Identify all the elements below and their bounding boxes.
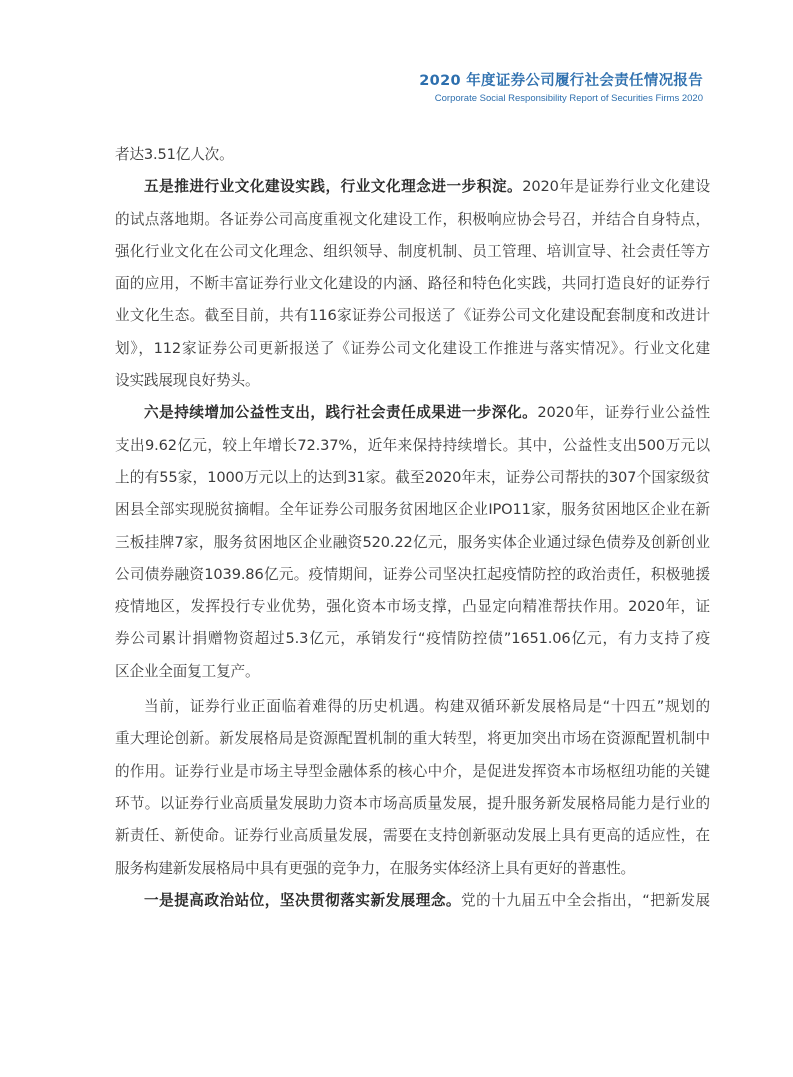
text-line: 当前，证券行业正面临着难得的历史机遇。构建双循环新发展格局是“十四五”规划的 — [144, 698, 710, 716]
paragraph — [115, 691, 710, 885]
text-line: 困县全部实现脱贫摘帽。全年证券公司服务贫困地区企业IPO11家，服务贫困地区企业在新 — [115, 501, 710, 519]
text-line: 上的有55家，1000万元以上的达到31家。截至2020年末，证券公司帮扶的307个国家级贫 — [115, 468, 710, 486]
paragraph — [115, 171, 710, 397]
paragraph — [115, 139, 710, 171]
text-line: 五是推进行业文化建设实践，行业文化理念进一步积淀。2020年是证券行业文化建设 — [144, 178, 710, 196]
text-line: 强化行业文化在公司文化理念、组织领导、制度机制、员工管理、培训宣导、社会责任等方 — [115, 242, 710, 260]
paragraph-lead: 一是提高政治站位，坚决贯彻落实新发展理念。 — [144, 891, 462, 909]
text-line: 的作用。证券行业是市场主导型金融体系的核心中介，是促进发挥资本市场枢纽功能的关键 — [115, 762, 710, 780]
text-line: 六是持续增加公益性支出，践行社会责任成果进一步深化。2020年，证券行业公益性 — [144, 404, 710, 422]
text-line: 支出9.62亿元，较上年增长72.37%，近年来保持持续增长。其中，公益性支出500万元以 — [115, 436, 710, 454]
report-subtitle: Corporate Social Responsibility Report of Securities Firms 2020 — [434, 93, 703, 104]
paragraph — [115, 885, 710, 917]
text-line: 的试点落地期。各证券公司高度重视文化建设工作，积极响应协会号召，并结合自身特点， — [115, 210, 710, 228]
text-line: 疫情地区，发挥投行专业优势，强化资本市场支撑，凸显定向精准帮扶作用。2020年，证 — [115, 598, 710, 616]
text-line: 划》，112家证券公司更新报送了《证券公司文化建设工作推进与落实情况》。行业文化建 — [115, 339, 710, 357]
text-line: 设实践展现良好势头。 — [115, 372, 260, 390]
text-line: 新责任、新使命。证券行业高质量发展，需要在支持创新驱动发展上具有更高的适应性，在 — [115, 827, 710, 845]
text-line: 三板挂牌7家，服务贫困地区企业融资520.22亿元，服务实体企业通过绿色债券及创新创业 — [115, 533, 710, 551]
text-line: 公司债券融资1039.86亿元。疫情期间，证券公司坚决扛起疫情防控的政治责任，积极驰援 — [115, 565, 710, 583]
paragraph-lead: 五是推进行业文化建设实践，行业文化理念进一步积淀。 — [144, 178, 523, 196]
paragraph — [115, 397, 710, 688]
text-line: 业文化生态。截至目前，共有116家证券公司报送了《证券公司文化建设配套制度和改进计 — [115, 307, 710, 325]
text-line: 区企业全面复工复产。 — [115, 662, 260, 680]
report-header — [419, 72, 703, 105]
text-line: 环节。以证券行业高质量发展助力资本市场高质量发展，提升服务新发展格局能力是行业的 — [115, 794, 710, 812]
text-line: 一是提高政治站位，坚决贯彻落实新发展理念。党的十九届五中全会指出，“把新发展 — [144, 891, 710, 909]
text-line: 面的应用，不断丰富证券行业文化建设的内涵、路径和特色化实践，共同打造良好的证券行 — [115, 275, 710, 293]
text-line: 者达3.51亿人次。 — [115, 146, 234, 163]
paragraph-lead: 六是持续增加公益性支出，践行社会责任成果进一步深化。 — [144, 404, 538, 422]
text-line: 重大理论创新。新发展格局是资源配置机制的重大转型，将更加突出市场在资源配置机制中 — [115, 730, 710, 748]
text-line: 服务构建新发展格局中具有更强的竞争力，在服务实体经济上具有更好的普惠性。 — [115, 859, 635, 877]
body-text — [115, 139, 710, 917]
text-line: 券公司累计捐赠物资超过5.3亿元，承销发行“疫情防控债”1651.06亿元，有力支持了疫 — [115, 630, 710, 648]
report-title: 2020 年度证券公司履行社会责任情况报告 — [419, 73, 703, 89]
